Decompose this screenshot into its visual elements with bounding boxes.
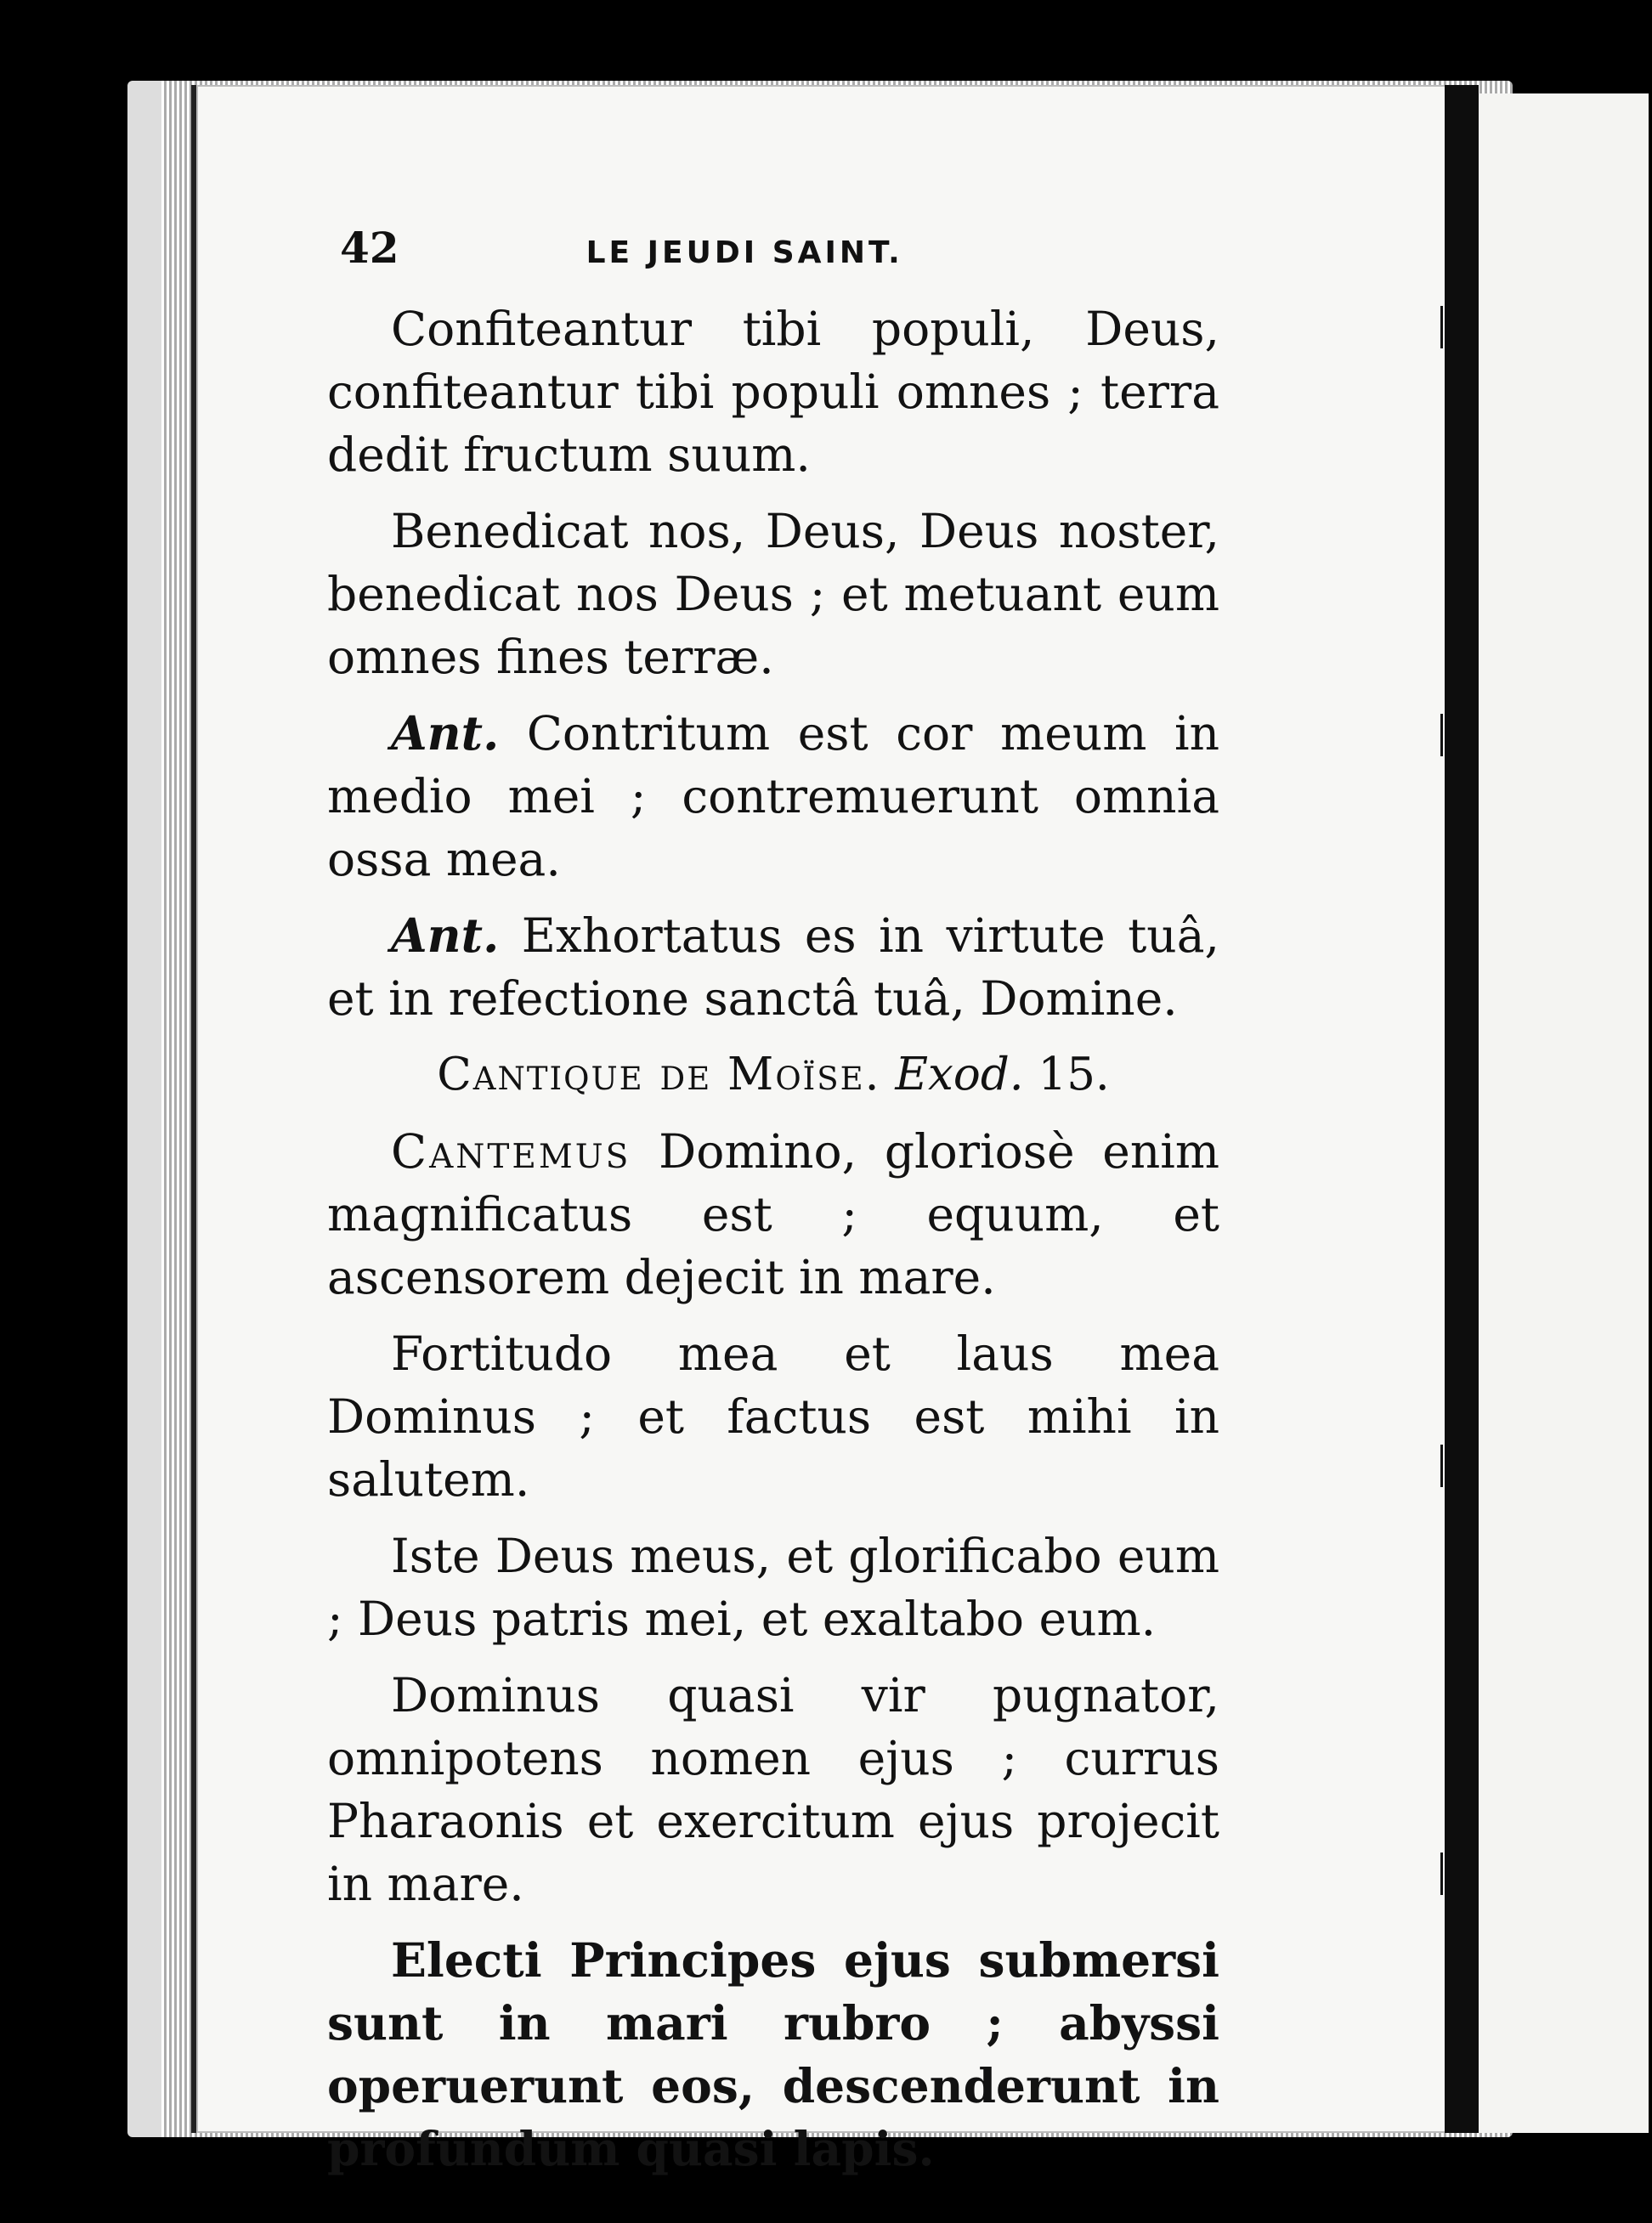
scan-mark: [1440, 1852, 1443, 1895]
page-body: [327, 297, 1219, 2194]
scripture-book: Exod.: [895, 1049, 1024, 1100]
facing-page-edge: [1479, 93, 1649, 2133]
canticle-title: Cantique de Moïse.: [437, 1049, 881, 1100]
antiphon-paragraph: Ant. Exhortatus es in virtute tuâ, et in refectione sanctâ tuâ, Domine.: [327, 908, 1219, 1026]
page-number: 42: [340, 223, 399, 273]
verse-paragraph: Benedicat nos, Deus, Deus noster, benedicat nos Deus ; et metuant eum omnes fines terræ.: [327, 504, 1219, 684]
antiphon-label: Ant.: [391, 705, 500, 761]
verse-paragraph: Confiteantur tibi populi, Deus, confiteantur tibi populi omnes ; terra dedit fructum suum.: [327, 302, 1219, 482]
scan-mark: [1440, 1445, 1443, 1487]
canticle-heading: [327, 1044, 1219, 1106]
antiphon-label: Ant.: [391, 908, 500, 963]
canticle-verse: Fortitudo mea et laus mea Dominus ; et factus est mihi in salutem.: [327, 1326, 1219, 1507]
scan-mark: [1440, 714, 1443, 756]
scripture-chapter: 15.: [1038, 1049, 1110, 1100]
canticle-verse: Electi Principes ejus submersi sunt in mari rubro ; abyssi operuerunt eos, descenderunt in profundum quasi lapis.: [327, 1932, 1219, 2176]
canticle-first-word: Cantemus: [391, 1124, 631, 1179]
running-head: [340, 223, 1249, 273]
canticle-verse: Iste Deus meus, et glorificabo eum ; Deus patris mei, et exaltabo eum.: [327, 1529, 1219, 1646]
canticle-verse: Cantemus Domino, gloriosè enim magnificatus est ; equum, et ascensorem dejecit in mare.: [327, 1124, 1219, 1304]
book-gutter: [1445, 85, 1479, 2133]
running-title: LE JEUDI SAINT.: [586, 235, 903, 270]
scan-mark: [1440, 306, 1443, 348]
canticle-verse: Dominus quasi vir pugnator, omnipotens nomen ejus ; currus Pharaonis et exercitum ejus projecit in mare.: [327, 1668, 1219, 1911]
antiphon-paragraph: Ant. Contritum est cor meum in medio mei ; contremuerunt omnia ossa mea.: [327, 705, 1219, 886]
